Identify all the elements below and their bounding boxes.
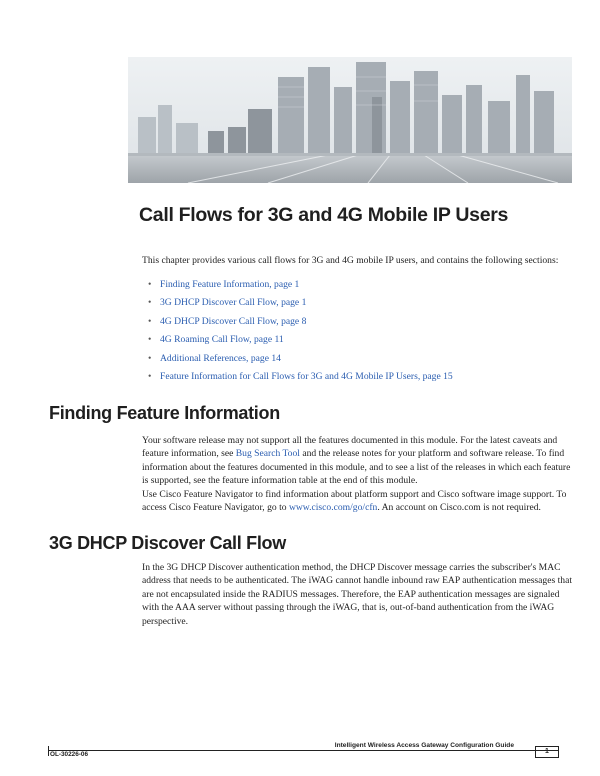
toc-link[interactable]: 3G DHCP Discover Call Flow, page 1 — [160, 297, 307, 309]
dhcp3g-paragraph-1: In the 3G DHCP Discover authentication method, the DHCP Discover message carries the subscriber's MAC address that needs to be authenticated. The iWAG cannot handle inbound raw EAP authentication messages that are not encapsulated inside the RADIUS messages. Therefore, the EAP authentication messages are signaled with the AAA server without passing through the iWAG, that is, out-of-band authentication from the iWAG perspective. — [142, 562, 572, 627]
footer-doc-number: OL-30226-06 — [50, 751, 89, 758]
footer-guide-title: Intelligent Wireless Access Gateway Configuration Guide — [334, 742, 514, 749]
toc-link[interactable]: Additional References, page 14 — [160, 352, 281, 364]
cisco-cfn-link[interactable]: www.cisco.com/go/cfn — [288, 502, 378, 514]
bug-search-tool-link[interactable]: Bug Search Tool — [235, 448, 300, 460]
chapter-toc-list — [148, 278, 453, 388]
section-heading-finding-feature-information: Finding Feature Information — [49, 403, 280, 423]
toc-item[interactable] — [148, 333, 453, 351]
bullet-icon: • — [148, 334, 152, 346]
bullet-icon: • — [148, 315, 152, 327]
toc-link[interactable]: 4G Roaming Call Flow, page 11 — [160, 334, 284, 346]
toc-item[interactable] — [148, 296, 453, 314]
toc-item[interactable] — [148, 352, 453, 370]
cityscape-illustration — [128, 57, 572, 183]
ffi-p2-text-a: Use Cisco Feature Navigator to find information about platform support and Cisco software image support. To access Cisco Feature Navigator, go to — [142, 489, 567, 514]
ffi-p1-text-b: and the release notes for your platform and software release. To find information about the features documented in this module, and to see a list of the releases in which each feature is supported, see the feature information table at the end of this module. — [142, 448, 571, 487]
toc-link[interactable]: Feature Information for Call Flows for 3G and 4G Mobile IP Users, page 15 — [160, 370, 453, 382]
chapter-banner-cityscape — [128, 57, 572, 183]
chapter-title: Call Flows for 3G and 4G Mobile IP Users — [139, 204, 509, 226]
bullet-icon: • — [148, 279, 152, 290]
toc-item[interactable] — [148, 315, 453, 333]
footer-rule — [48, 750, 558, 751]
bullet-icon: • — [148, 352, 152, 364]
section-heading-3g-dhcp-discover: 3G DHCP Discover Call Flow — [49, 533, 286, 553]
toc-link[interactable]: Finding Feature Information, page 1 — [160, 279, 300, 290]
toc-item[interactable] — [148, 278, 453, 296]
chapter-intro: This chapter provides various call flows for 3G and 4G mobile IP users, and contains the following sections: — [142, 255, 559, 266]
ffi-p2-text-b: . An account on Cisco.com is not required. — [377, 502, 541, 514]
footer-page-number: 1 — [535, 746, 559, 758]
ffi-paragraph-1 — [142, 434, 572, 488]
footer-left-tick — [48, 746, 49, 756]
bullet-icon: • — [148, 297, 152, 309]
toc-link[interactable]: 4G DHCP Discover Call Flow, page 8 — [160, 315, 307, 327]
ffi-paragraph-2 — [142, 488, 572, 515]
bullet-icon: • — [148, 370, 152, 382]
toc-item[interactable] — [148, 370, 453, 388]
ffi-p1-text-a: Your software release may not support all the features documented in this module. For the latest caveats and feature information, see — [142, 435, 558, 460]
